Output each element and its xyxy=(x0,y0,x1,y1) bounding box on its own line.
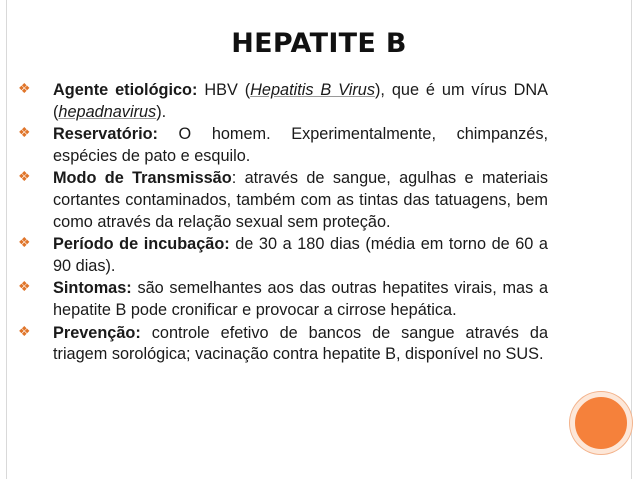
item-text: de 30 a 180 dias (média em torno de 60 a 90 dias). xyxy=(53,235,548,275)
item-key: Reservatório: xyxy=(53,125,158,144)
item-text: ). xyxy=(156,102,167,121)
diamond-bullet-icon: ❖ xyxy=(18,322,31,339)
diamond-bullet-icon: ❖ xyxy=(18,234,31,251)
item-key: Sintomas: xyxy=(53,279,132,298)
diamond-bullet-icon: ❖ xyxy=(18,168,31,185)
bullet-list xyxy=(18,80,548,367)
item-italic: Hepatitis B Virus xyxy=(250,81,375,99)
diamond-bullet-icon: ❖ xyxy=(18,124,31,141)
item-key: Modo de Transmissão xyxy=(53,169,232,188)
item-text: são semelhantes aos das outras hepatites virais, mas a hepatite B pode cronificar e provocar a cirrose hepática. xyxy=(53,279,548,319)
diamond-bullet-icon: ❖ xyxy=(18,278,31,295)
list-item-prevencao xyxy=(18,323,548,366)
list-item-modo-transmissao xyxy=(18,168,548,233)
item-text: HBV ( xyxy=(197,81,251,99)
item-key: Período de incubação: xyxy=(53,235,230,254)
diamond-bullet-icon: ❖ xyxy=(18,80,31,96)
item-text: O homem. Experimentalmente, chimpanzés, espécies de pato e esquilo. xyxy=(53,125,548,165)
item-italic: hepadnavirus xyxy=(58,102,157,121)
item-text: ), que é um vírus DNA ( xyxy=(53,81,548,121)
decorative-circle-icon xyxy=(570,392,632,454)
item-key: Agente etiológico: xyxy=(53,81,198,99)
list-item-sintomas xyxy=(18,278,548,321)
item-text: : através de sangue, agulhas e materiais cortantes contaminados, também com as tintas das tatuagens, bem como através da relação sexual sem proteção. xyxy=(53,169,548,231)
item-key: Prevenção: xyxy=(53,323,141,342)
slide-border-left xyxy=(6,0,7,479)
list-item-agente-etiologico xyxy=(18,80,548,123)
slide-title: HEPATITE B xyxy=(231,28,407,59)
list-item-periodo-incubacao xyxy=(18,234,548,277)
list-item-reservatorio xyxy=(18,124,548,167)
slide-border-right xyxy=(631,0,632,479)
item-text: controle efetivo de bancos de sangue através da triagem sorológica; vacinação contra hepatite B, disponível no SUS. xyxy=(53,323,548,364)
